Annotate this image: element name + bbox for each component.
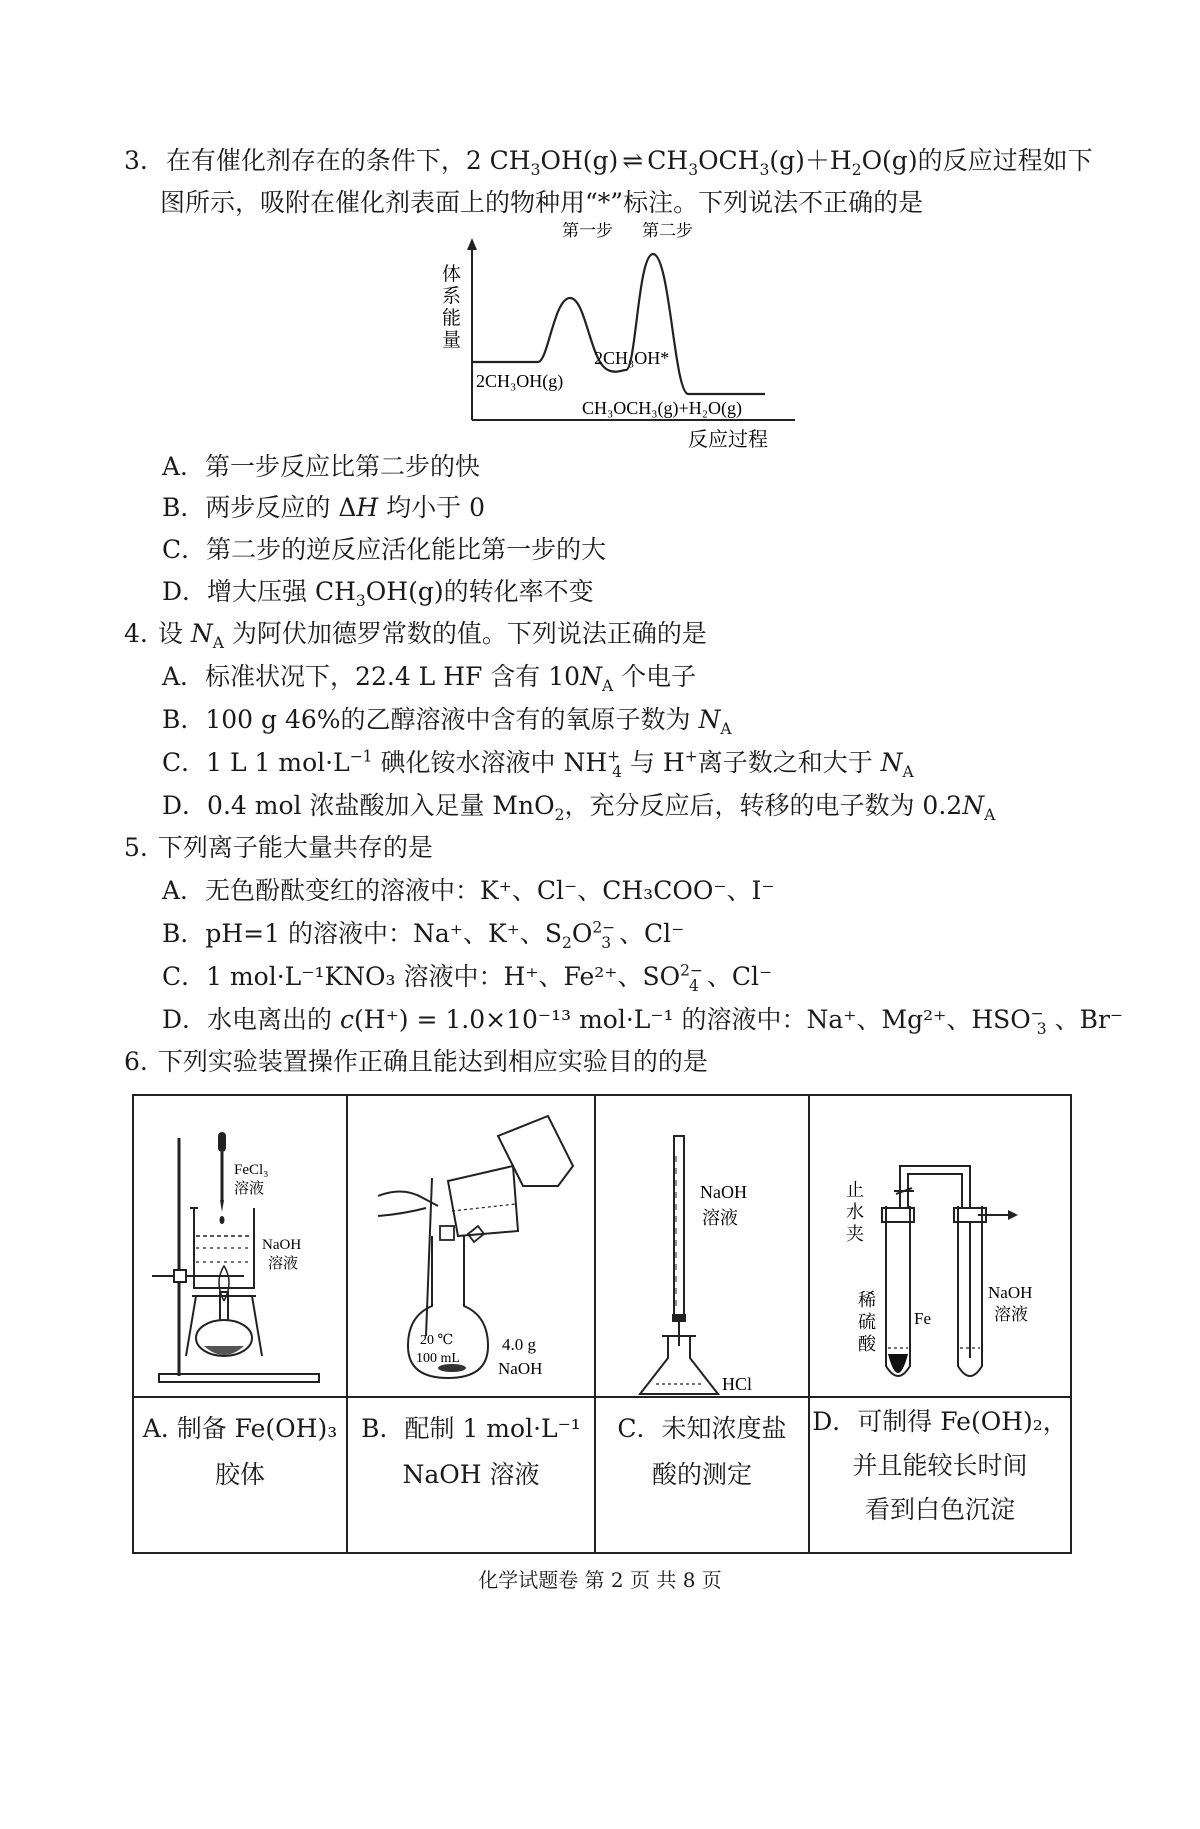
q4-option-c: C．1 L 1 $mol\cdot L^{-1}$ 碘化铵水溶液中 $NH^+_4$ 与 H+离子数之和大于 $N_A$ bbox=[162, 747, 914, 781]
q3-option-b: B．两步反应的 ΔH 均小于 0 bbox=[162, 493, 485, 522]
apparatus-b bbox=[348, 1096, 594, 1396]
energy-diagram-svg bbox=[430, 222, 800, 452]
page-footer: 化学试题卷 第 2 页 共 8 页 bbox=[478, 1568, 722, 1592]
q5-option-d: D．水电离出的 c(H⁺) = 1.0×10⁻¹³ mol·L⁻¹ 的溶液中：Na⁺、Mg²⁺、$HSO^-_3$ 、Br⁻ bbox=[162, 1004, 1124, 1038]
q3-option-a: A．第一步反应比第二步的快 bbox=[162, 452, 481, 481]
energy-diagram bbox=[430, 222, 800, 452]
svg-text:溶液: 溶液 bbox=[234, 1181, 265, 1197]
apparatus-d bbox=[810, 1096, 1070, 1396]
svg-text:NaOH: NaOH bbox=[988, 1283, 1033, 1302]
q5-option-c: C．1 mol·L⁻¹KNO₃ 溶液中：H⁺、Fe²⁺、$SO^{2-}_4$ 、Cl⁻ bbox=[162, 961, 773, 995]
svg-text:稀: 稀 bbox=[858, 1290, 876, 1310]
svg-text:溶液: 溶液 bbox=[702, 1208, 738, 1228]
apparatus-table bbox=[132, 1094, 1072, 1554]
svg-text:NaOH: NaOH bbox=[498, 1359, 543, 1378]
cell-d-caption: D．可制得 Fe(OH)₂， 并且能较长时间 看到白色沉淀 bbox=[809, 1397, 1071, 1553]
cell-b-image bbox=[347, 1095, 595, 1397]
label-step1: 第一步 bbox=[562, 222, 613, 240]
q4-option-a: A．标准状况下，22.4 L HF 含有 $10N_A$ 个电子 bbox=[162, 662, 697, 695]
svg-text:夹: 夹 bbox=[846, 1224, 864, 1244]
q5-option-a: A．无色酚酞变红的溶液中：K⁺、Cl⁻、CH₃COO⁻、I⁻ bbox=[162, 876, 775, 905]
q3-number: 3. bbox=[124, 146, 148, 175]
svg-text:20 ℃: 20 ℃ bbox=[420, 1333, 454, 1348]
svg-text:止: 止 bbox=[846, 1180, 864, 1200]
svg-text:100 mL: 100 mL bbox=[416, 1351, 460, 1366]
svg-text:硫: 硫 bbox=[858, 1312, 876, 1332]
svg-text:NaOH: NaOH bbox=[700, 1182, 747, 1202]
cell-b-caption: B．配制 1 mol·L⁻¹ NaOH 溶液 bbox=[347, 1397, 595, 1553]
q3-option-c: C．第二步的逆反应活化能比第一步的大 bbox=[162, 535, 607, 564]
svg-text:溶液: 溶液 bbox=[994, 1305, 1028, 1324]
label-intermediate: 2CH₃OH* bbox=[594, 348, 670, 368]
q6-stem: 6. 下列实验装置操作正确且能达到相应实验目的的是 bbox=[124, 1047, 708, 1076]
label-reactant: 2CH₃OH(g) bbox=[476, 371, 564, 391]
apparatus-a bbox=[134, 1096, 346, 1396]
svg-text:Fe: Fe bbox=[914, 1309, 931, 1328]
svg-text:水: 水 bbox=[846, 1202, 864, 1222]
q5-option-b: B．pH=1 的溶液中：Na⁺、K⁺、$S_2O^{2-}_3$ 、Cl⁻ bbox=[162, 918, 685, 952]
cell-c-image bbox=[595, 1095, 809, 1397]
svg-text:FeCl₃: FeCl₃ bbox=[234, 1162, 269, 1178]
q4-option-b: B．100 g 46%的乙醇溶液中含有的氧原子数为 $N_A$ bbox=[162, 705, 732, 738]
q5-stem: 5. 下列离子能大量共存的是 bbox=[124, 833, 433, 862]
cell-c-caption: C．未知浓度盐 酸的测定 bbox=[595, 1397, 809, 1553]
svg-text:酸: 酸 bbox=[858, 1334, 876, 1354]
q3-option-d: D．增大压强 $CH_3OH(g)$的转化率不变 bbox=[162, 577, 594, 610]
q4-stem: 4. 设 $N_A$ 为阿伏加德罗常数的值。下列说法正确的是 bbox=[124, 619, 707, 652]
x-axis-label: 反应过程 bbox=[688, 429, 768, 451]
svg-text:HCl: HCl bbox=[722, 1374, 753, 1394]
svg-text:溶液: 溶液 bbox=[268, 1256, 299, 1272]
label-step2: 第二步 bbox=[642, 222, 693, 240]
y-axis-arrow bbox=[467, 238, 477, 250]
q4-option-d: D．0.4 mol 浓盐酸加入足量 MnO$_2$，充分反应后，转移的电子数为 $0.2N_A$ bbox=[162, 791, 996, 824]
apparatus-c bbox=[596, 1096, 808, 1396]
cell-a-caption: A. 制备 Fe(OH)₃ 胶体 bbox=[133, 1397, 347, 1553]
svg-text:4.0 g: 4.0 g bbox=[502, 1335, 536, 1354]
y-axis-label: 体系能量 bbox=[442, 264, 462, 351]
q3-line1: 3. 在有催化剂存在的条件下，2 $CH_3OH(g)$ ⇌ $CH_3OCH_3(g)+H_2O(g)$的反应过程如下 bbox=[124, 146, 1093, 179]
q3-line2: 图所示，吸附在催化剂表面上的物种用“*”标注。下列说法不正确的是 bbox=[160, 188, 924, 217]
cell-d-image bbox=[809, 1095, 1071, 1397]
label-product: CH₃OCH₃(g)+H₂O(g) bbox=[582, 398, 742, 418]
svg-text:NaOH: NaOH bbox=[262, 1237, 302, 1253]
cell-a-image bbox=[133, 1095, 347, 1397]
